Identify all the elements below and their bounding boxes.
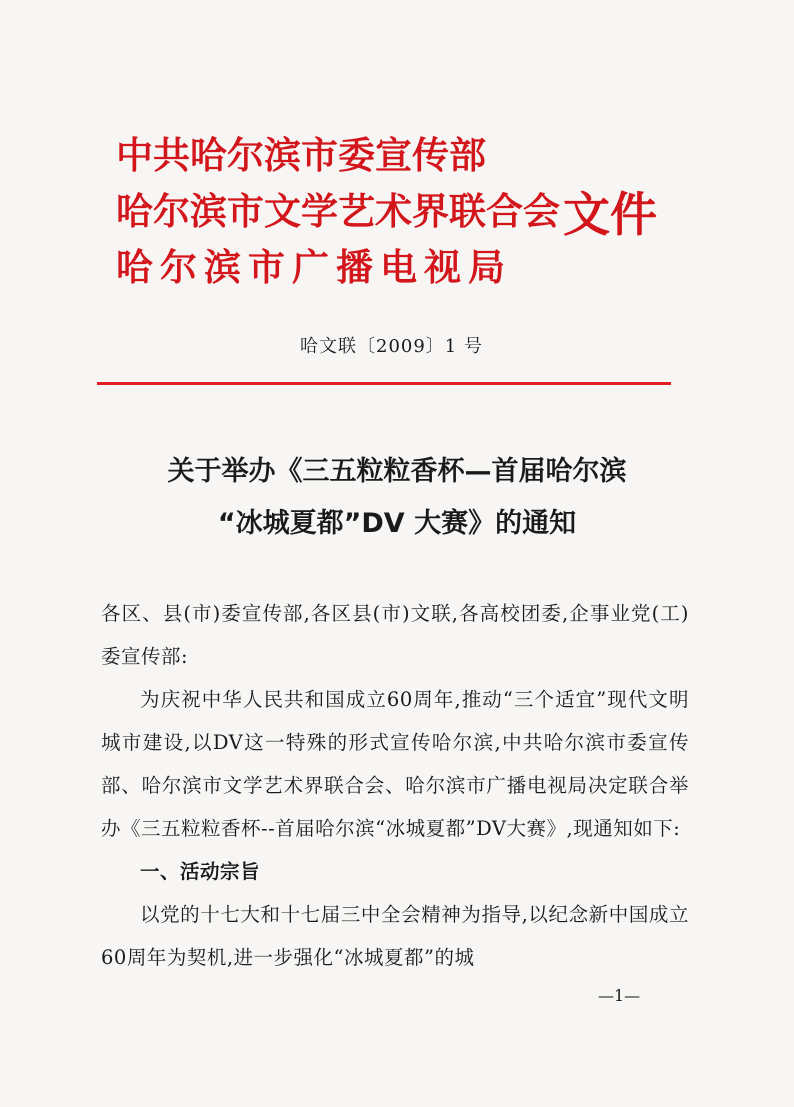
body-paragraph: 为庆祝中华人民共和国成立60周年,推动“三个适宜”现代文明城市建设,以DV这一特殊的形式宣传哈尔滨,中共哈尔滨市委宣传部、哈尔滨市文学艺术界联合会、哈尔滨市广播电视局决定联合举办《三五粒粒香杯--首届哈尔滨“冰城夏都”DV大赛》,现通知如下: [101,688,689,840]
document-body [101,592,689,979]
page-number: —1— [598,986,641,1005]
issuer-line-broadcasting-bureau: 哈尔滨市广播电视局 [116,246,512,289]
section-heading: 一、活动宗旨 [140,860,261,883]
document-title [90,446,704,550]
addressees: 各区、县(市)委宣传部,各区县(市)文联,各高校团委,企事业党(工)委宣传部: [101,602,689,668]
document-type-label: 文件 [563,188,657,243]
red-divider-line [97,382,671,385]
body-paragraph: 以党的十七大和十七届三中全会精神为指导,以纪念新中国成立60周年为契机,进一步强化“冰城夏都”的城 [101,903,689,969]
title-line-1: 关于举办《三五粒粒香杯—首届哈尔滨 [167,456,627,487]
issuer-line-propaganda-department: 中共哈尔滨市委宣传部 [116,134,486,177]
title-line-2: “冰城夏都”DV 大赛》的通知 [217,508,577,539]
issuer-block [116,128,560,296]
document-number: 哈文联〔2009〕1 号 [300,336,483,357]
issuer-line-federation-literary-art: 哈尔滨市文学艺术界联合会 [116,190,560,233]
